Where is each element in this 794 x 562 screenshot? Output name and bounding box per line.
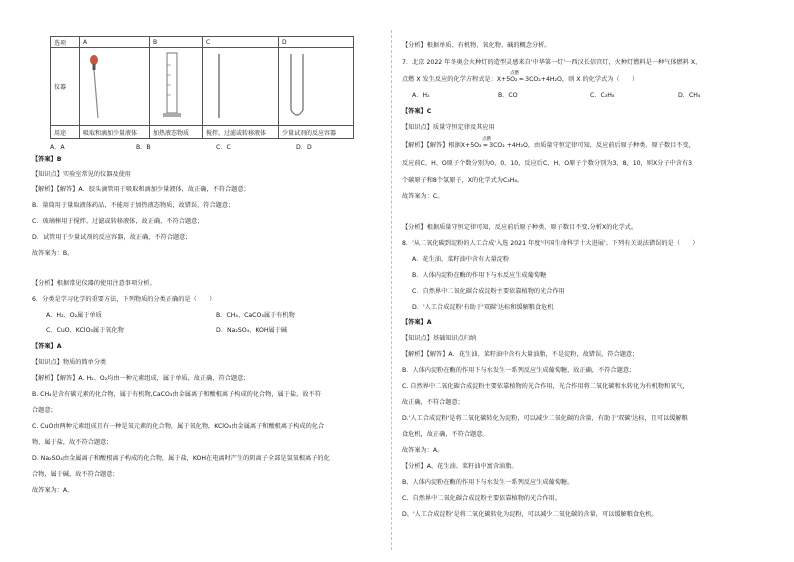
q8-answer: 【答案】A [402,319,432,326]
q7-analysis-line: 【解析】【解答】根据X+5O₂ ═ 3CO₂ +4H₂O，由质量守恒定律可知，反应前后原子种类、原子数目不变， [402,142,695,149]
q7-stem-line: 点燃 X 发生反应的化学方程式是：X+5O₂ ═ 3CO₂+4H₂O，则 X 的化学式为（ ） [402,76,639,83]
q6-analysis-line: B. CH₄是含有碳元素的化合物，属于有机物,CaCO₃由金属离子和酸根离子构成的化合物，属于盐，故不符 [32,391,321,398]
table-cell [203,48,279,126]
q6-option: D．Na₂SO₄、KOH属于碱 [216,327,288,334]
dropper-icon [86,52,106,122]
q8-summary-line: D、'人工合成淀粉'是将二氧化碳转化为淀粉，可以减少二氧化碳的含量，可以缓解粮食危机。 [402,511,658,518]
reaction-condition: 点燃 [482,137,491,142]
q8-option: B．人体内淀粉在酶的作用下与水反应生成葡萄糖 [412,272,547,279]
q6-analysis-line: 故答案为：A。 [32,487,74,494]
q6-analysis-line: D. Na₂SO₄由金属离子和酸根离子构成的化合物，属于盐，KOH在电离时产生的阴离子全部是氢氧根离子的化 [32,455,330,462]
q6-knowledge: 【知识点】物质的简单分类 [32,359,107,366]
q8-option: D．'人工合成淀粉'有助于'双碳'达标和缓解粮食危机 [412,304,554,311]
q6-stem: 6．分类是学习化学的重要方法，下列物质的分类正确的是（ ） [32,296,216,303]
q5-answer: 【答案】B [32,156,62,163]
q8-analysis-line: 故答案为：A。 [402,447,444,454]
table-cell [80,48,150,126]
table-cell [279,48,354,126]
q8-option: C．自然界中二氧化碳合成淀粉主要依靠植物的光合作用 [412,288,565,295]
table-cell: A [80,37,150,48]
q6-summary: 【分析】根据单质、有机物、氧化物、碱的概念分析。 [402,42,551,49]
graduated-cylinder-icon [160,50,184,122]
table-cell: C [203,37,279,48]
q7-analysis-line: 反应前C、H、O原子个数分别为0、0、10，反应后C、H、O原子个数分别为3、8、10，则X分子中含有3 [402,160,693,167]
q8-knowledge: 【知识点】基础知识点归纳 [402,335,477,342]
q8-option: A．花生油、菜籽油中含有大量淀粉 [412,256,510,263]
table-cell: 用途 [51,126,80,139]
q7-answer: 【答案】C [402,108,432,115]
table-cell: 仪器 [51,48,80,126]
option: B．B [136,144,151,151]
reaction-condition: 点燃 [510,71,519,76]
column-divider [391,30,392,550]
q7-analysis-line: 故答案为：C。 [402,193,444,200]
q5-summary: 【分析】根据常见仪器的使用注意事项分析。 [32,280,156,287]
table-cell: 加热液态物质 [150,126,203,139]
q6-analysis-line: 合题意； [32,407,57,414]
table-cell: 搅拌、过滤或转移液体 [203,126,279,139]
q8-summary-line: 【分析】A、花生油、菜籽油中富含油脂。 [402,463,518,470]
option: A．A [50,144,65,151]
q6-option: A．H₂、O₂属于单质 [46,312,102,319]
q7-option: A．H₂ [412,92,430,99]
q8-analysis-line: C. 自然界中二氧化碳合成淀粉主要依靠植物的光合作用，光合作用将二氧化碳和水转化为有机物和氧气， [402,383,689,390]
table-header-row [51,37,354,48]
q5-analysis-line: D．试管用于少量试剂的反应容器，故正确，不符合题意； [32,234,192,241]
table-use-row [51,126,354,139]
instrument-table [50,36,354,139]
option: C．C [216,144,231,151]
table-instrument-row [51,48,354,126]
q7-summary: 【分析】根据质量守恒定律可知，反应前后原子种类、原子数目不变,分析X的化学式。 [402,224,638,231]
table-cell: 选项 [51,37,80,48]
q7-option: B．CO [498,92,518,99]
q5-analysis-line: 【解析】【解答】A．胶头滴管用于吸取和滴加少量液体，故正确，不符合题意； [32,186,250,193]
q8-analysis-line: 【解析】【解答】A．花生油、菜籽油中含有大量油脂，不是淀粉，故错误，符合题意； [402,351,639,358]
q8-analysis-line: 故正确，不符合题意； [402,399,464,406]
q7-knowledge: 【知识点】质量守恒定律及其应用 [402,124,495,131]
q6-analysis-line: C. CuO由两种元素组成且有一种是氧元素的化合物，属于氧化物，KClO₃由金属离子和酸根离子构成的化合 [32,423,325,430]
q8-summary-line: B、人体内淀粉在酶的作用下与水发生一系列反应生成葡萄糖。 [402,479,574,486]
glass-rod-icon [209,50,229,122]
test-tube-icon [285,50,309,122]
q6-answer: 【答案】A [32,343,62,350]
q8-analysis-line: 食危机，故正确，不符合题意。 [402,431,489,438]
q5-analysis-line: 故答案为：B。 [32,250,74,257]
table-cell: B [150,37,203,48]
q7-stem-line: 7．北京 2022 年冬奥会火种灯的造型灵感来自'中华第一灯'一西汉长信宫灯，火种灯燃料是一种气体燃料 X， [402,59,702,66]
table-cell: D [279,37,354,48]
q8-stem: 8．'从二氧化碳到淀粉的人工合成'入选 2021 年度'中国生命科学十大进展'。下列有关说法错误的是（ ） [402,240,699,247]
q6-option: C．CuO、KClO₃属于氧化物 [46,327,124,334]
table-cell: 少量试剂的反应容器 [279,126,354,139]
q6-analysis-line: 【解析】【解答】A. H₂、O₂均由一种元素组成，属于单质，故正确，符合题意； [32,375,250,382]
q6-analysis-line: 物，属于盐，故不符合题意； [32,439,113,446]
q5-analysis-line: B．量筒用于量取液体药品，不能用于加热液态物质，故错误，符合题意； [32,202,235,209]
table-cell: 吸取和滴加少量液体 [80,126,150,139]
q8-analysis-line: B．人体内淀粉在酶的作用下与水发生一系列反应生成葡萄糖，故正确，不符合题意； [402,367,636,374]
q6-option: B．CH₄、CaCO₃属于有机物 [216,312,295,319]
q6-analysis-line: 合物，属于碱，故不符合题意； [32,471,119,478]
option: D．D [296,144,312,151]
q7-analysis-line: 个碳原子和8个氢原子，X的化学式为C₃H₈。 [402,177,524,184]
q7-option: D．CH₄ [678,92,701,99]
q7-option: C．C₃H₈ [590,92,615,99]
q8-analysis-line: D.'人工合成淀粉'是将二氧化碳转化为淀粉，可以减少二氧化碳的含量，有助于'双碳'达标，且可以缓解粮 [402,415,688,422]
table-cell [150,48,203,126]
q5-knowledge: 【知识点】实验室常见的仪器及使用 [32,171,131,178]
q8-summary-line: C、自然界中二氧化碳合成淀粉主要依靠植物的光合作用。 [402,495,562,502]
q5-analysis-line: C．玻璃棒用于搅拌、过滤或转移液体，故正确，不符合题意； [32,218,204,225]
